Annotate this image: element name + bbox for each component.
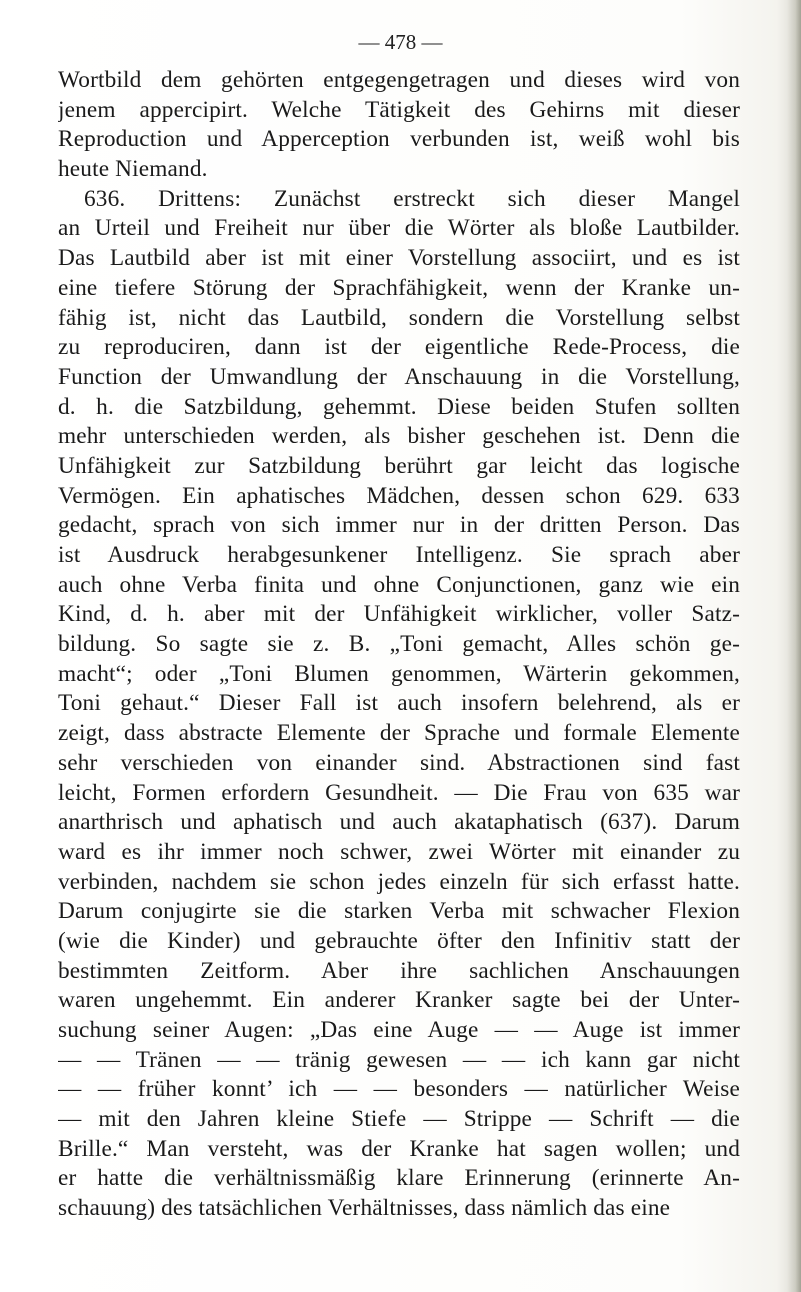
text-line: Function der Umwandlung der Anschauung in die Vorstellung, [58, 363, 740, 390]
text-line: zu reproduciren, dann ist der eigentliche Rede-Process, die [58, 334, 740, 361]
text-line: auch ohne Verba finita und ohne Conjunctionen, ganz wie ein [58, 571, 740, 598]
text-line: anarthrisch und aphatisch und auch akataphatisch (637). Darum [58, 809, 740, 836]
page-number: — 478 — [358, 30, 443, 54]
text-line: macht“; oder „Toni Blumen genommen, Wärterin gekommen, [58, 660, 740, 687]
text-line: er hatte die verhältnissmäßig klare Erinnerung (erinnerte An- [58, 1165, 740, 1192]
text-line: bestimmten Zeitform. Aber ihre sachlichen Anschauungen [58, 957, 740, 984]
text-line: ist Ausdruck herabgesunkener Intelligenz. Sie sprach aber [58, 542, 740, 568]
text-line: mehr unterschieden werden, als bisher geschehen ist. Denn die [58, 423, 740, 450]
text-line: Wortbild dem gehörten entgegengetragen und dieses wird von [58, 67, 740, 93]
text-line: bildung. So sagte sie z. B. „Toni gemacht, Alles schön ge- [58, 631, 740, 658]
page-edge-shadow [787, 0, 801, 1292]
text-line: sehr verschieden von einander sind. Abstractionen sind fast [58, 749, 740, 776]
text-line: eine tiefere Störung der Sprachfähigkeit, wenn der Kranke un- [58, 274, 740, 301]
text-line: waren ungehemmt. Ein anderer Kranker sagte bei der Unter- [58, 987, 740, 1014]
text-line: — mit den Jahren kleine Stiefe — Strippe — Schrift — die [58, 1106, 740, 1133]
text-line: Brille.“ Man versteht, was der Kranke hat sagen wollen; und [58, 1135, 740, 1162]
text-line: heute Niemand. [58, 156, 208, 183]
paragraph-start-line: 636. Drittens: Zunächst erstreckt sich dieser Mangel [84, 185, 740, 212]
text-line: Kind, d. h. aber mit der Unfähigkeit wirklicher, voller Satz- [58, 601, 740, 628]
text-line: (wie die Kinder) und gebrauchte öfter den Infinitiv statt der [58, 927, 740, 954]
text-line: Darum conjugirte sie die starken Verba mit schwacher Flexion [58, 898, 740, 925]
text-line: Das Lautbild aber ist mit einer Vorstellung associirt, und es ist [58, 245, 740, 272]
text-line: jenem appercipirt. Welche Tätigkeit des Gehirns mit dieser [58, 96, 740, 123]
text-line: fähig ist, nicht das Lautbild, sondern die Vorstellung selbst [58, 304, 740, 331]
text-line: leicht, Formen erfordern Gesundheit. — Die Frau von 635 war [58, 779, 740, 806]
text-line: schauung) des tatsächlichen Verhältnisses, dass nämlich das eine [58, 1195, 671, 1222]
text-line: suchung seiner Augen: „Das eine Auge — — Auge ist immer [58, 1017, 740, 1043]
text-line: gedacht, sprach von sich immer nur in der dritten Person. Das [58, 512, 740, 539]
text-line: — — früher konnt’ ich — — besonders — natürlicher Weise [58, 1076, 740, 1103]
body-text [58, 66, 740, 1224]
text-line: Reproduction und Apperception verbunden ist, weiß wohl bis [58, 126, 740, 153]
text-line: — — Tränen — — tränig gewesen — — ich kann gar nicht [58, 1046, 740, 1073]
text-line: d. h. die Satzbildung, gehemmt. Diese beiden Stufen sollten [58, 393, 740, 420]
text-line: zeigt, dass abstracte Elemente der Sprache und formale Elemente [58, 720, 740, 747]
text-line: ward es ihr immer noch schwer, zwei Wörter mit einander zu [58, 838, 740, 865]
text-line: an Urteil und Freiheit nur über die Wörter als bloße Lautbilder. [58, 215, 740, 242]
text-line: Toni gehaut.“ Dieser Fall ist auch insofern belehrend, als er [58, 690, 740, 717]
text-line: verbinden, nachdem sie schon jedes einzeln für sich erfasst hatte. [58, 868, 740, 895]
text-line: Unfähigkeit zur Satzbildung berührt gar leicht das logische [58, 452, 740, 479]
text-line: Vermögen. Ein aphatisches Mädchen, dessen schon 629. 633 [58, 482, 740, 509]
